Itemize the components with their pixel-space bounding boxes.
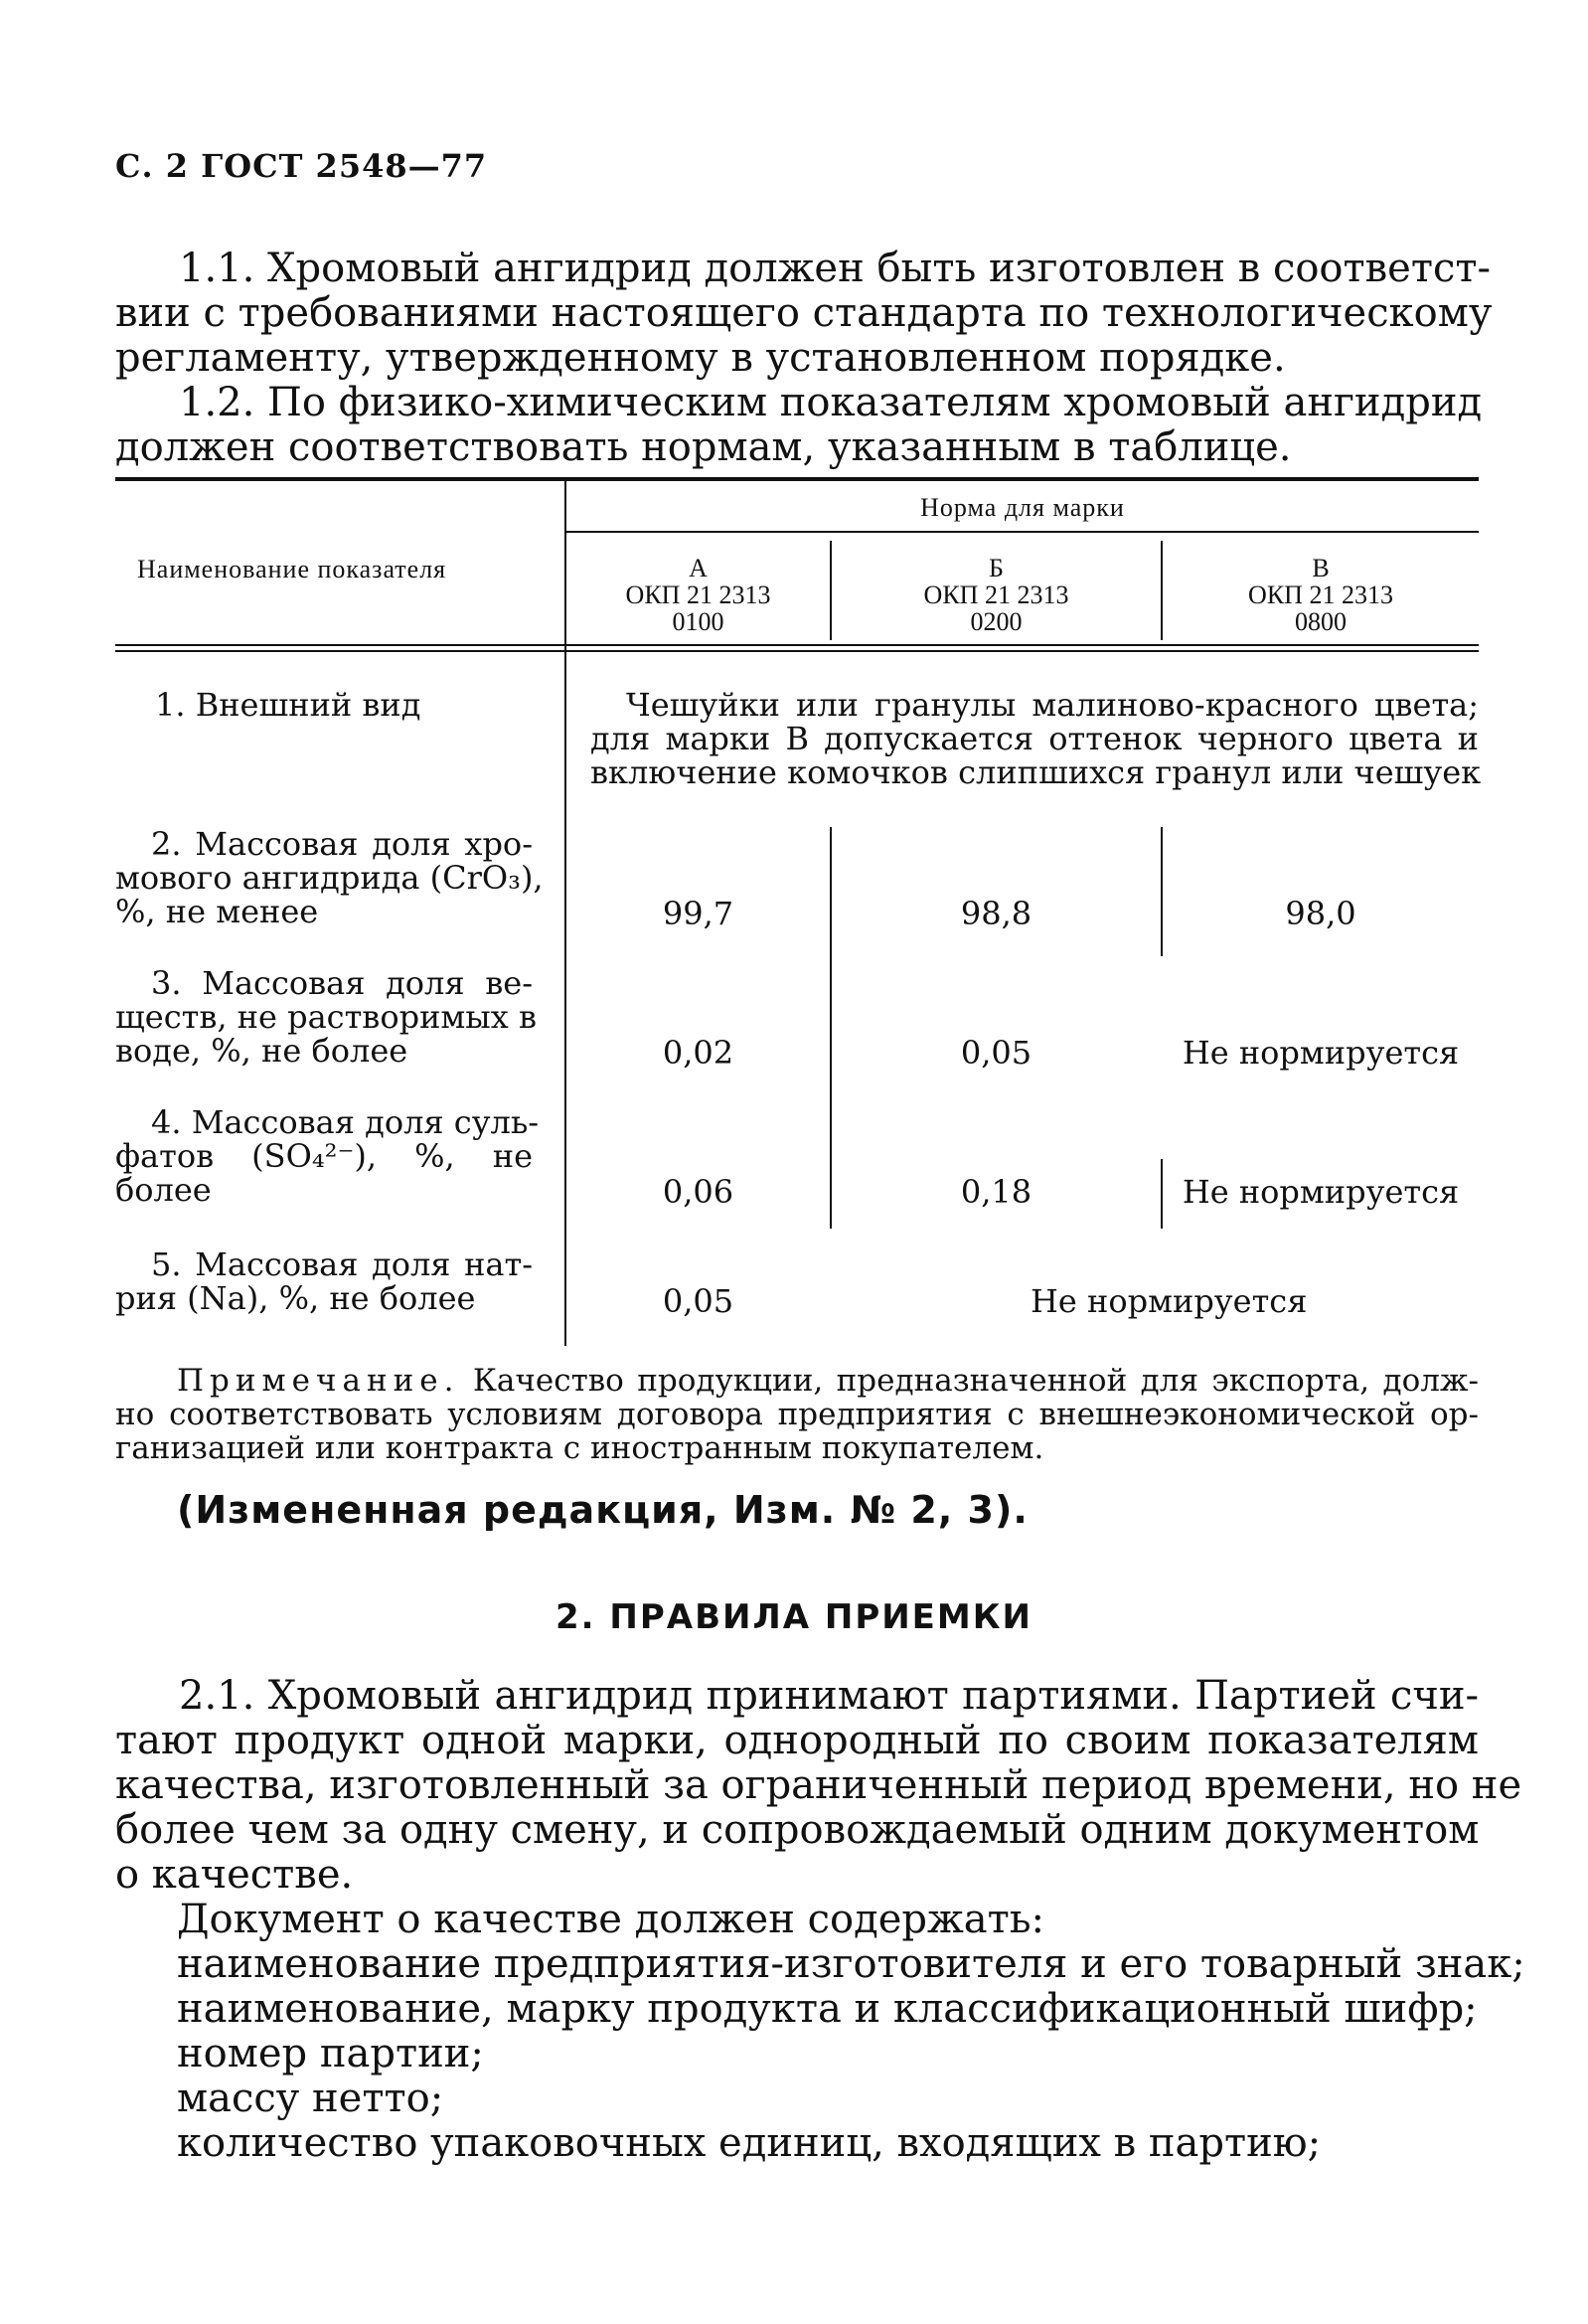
paragraph-line: должен соответствовать нормам, указанным в таблице. (115, 424, 1292, 470)
note-label: Примечание. (177, 1363, 460, 1399)
table-row-5-value-merged: Не нормируется (1031, 1282, 1308, 1320)
column-group-header: Норма для марки (920, 493, 1125, 522)
document-list-item: количество упаковочных единиц, входящих в партию; (177, 2120, 1322, 2166)
table-row-2-value-b: 98,8 (960, 895, 1032, 932)
paragraph-line: 2.1. Хромовый ангидрид принимают партиями. Партией счи- (179, 1673, 1479, 1719)
table-column-divider (830, 827, 832, 1229)
paragraph-line: тают продукт одной марки, однородный по своим показателям (115, 1718, 1479, 1763)
table-row-2-value-c: 98,0 (1285, 895, 1356, 932)
table-row-1-name: 1. Внешний вид (155, 686, 421, 724)
table-row-2-name: 2. Массовая доля хро- мового ангидрида (CrO₃), %, не менее (115, 825, 544, 930)
note-line: Качество продукции, предназначенной для экспорта, долж- (472, 1363, 1479, 1399)
table-row-1-description: Чешуйки или гранулы малиново-красного цвета; для марки В допускается оттенок черного цвета и включение комочков слипшихся гранул или чешуек (590, 686, 1482, 791)
page-header: С. 2 ГОСТ 2548—77 (115, 147, 488, 185)
table-column-divider (1161, 827, 1163, 956)
amendment-note: (Измененная редакция, Изм. № 2, 3). (177, 1488, 1029, 1532)
paragraph-line: 1.1. Хромовый ангидрид должен быть изготовлен в соответст- (179, 246, 1491, 291)
table-row-4-value-a: 0,06 (662, 1173, 734, 1211)
document-list-item: номер партии; (177, 2031, 484, 2076)
note-line: ганизацией или контракта с иностранным покупателем. (115, 1430, 1044, 1466)
document-list-item: наименование, марку продукта и классификационный шифр; (177, 1986, 1478, 2032)
paragraph-line: качества, изготовленный за ограниченный период времени, но не (115, 1762, 1522, 1808)
table-row-4-value-b: 0,18 (960, 1173, 1032, 1211)
table-row-3-value-a: 0,02 (662, 1034, 734, 1072)
table-row-3-name: 3. Массовая доля ве- ществ, не растворимых в воде, %, не более (115, 964, 537, 1070)
document-list-item: наименование предприятия-изготовителя и его товарный знак; (177, 1941, 1525, 1987)
paragraph-1-2 (115, 380, 1483, 470)
table-header-rule (115, 644, 1479, 646)
table-row-4-name: 4. Массовая доля суль- фатов (SO₄²⁻), %, не более (115, 1103, 540, 1209)
paragraph-1-1 (115, 246, 1493, 381)
table-row-5-value-a: 0,05 (662, 1282, 734, 1320)
table-row-3-value-b: 0,05 (960, 1034, 1032, 1072)
paragraph-line: регламенту, утвержденному в установленном порядке. (115, 335, 1286, 381)
table-top-rule (115, 477, 1479, 481)
table-row-3-value-c: Не нормируется (1182, 1034, 1460, 1072)
document-list-intro: Документ о качестве должен содержать: (177, 1897, 1045, 1942)
grade-header-a: А ОКП 21 2313 0100 (625, 554, 771, 636)
table-note (115, 1363, 1479, 1466)
paragraph-line: 1.2. По физико-химическим показателям хромовый ангидрид (179, 380, 1483, 425)
table-group-header-rule (566, 531, 1479, 533)
table-header-rule-double (115, 650, 1479, 652)
paragraph-line: о качестве. (115, 1852, 354, 1898)
note-line: но соответствовать условиям договора предприятия с внешнеэкономической ор- (115, 1397, 1479, 1432)
paragraph-line: более чем за одну смену, и сопровождаемый одним документом (115, 1807, 1480, 1853)
paragraph-line: вии с требованиями настоящего стандарта по технологическому (115, 290, 1493, 336)
column-header-indicator: Наименование показателя (137, 555, 447, 583)
grade-header-b: Б ОКП 21 2313 0200 (923, 554, 1069, 636)
document-list-item: массу нетто; (177, 2075, 444, 2121)
section-title: 2. ПРАВИЛА ПРИЕМКИ (556, 1597, 1032, 1637)
grade-header-c: В ОКП 21 2313 0800 (1248, 554, 1393, 636)
paragraph-2-1 (115, 1673, 1522, 1898)
table-row-2-value-a: 99,7 (662, 895, 734, 932)
table-row-5-name: 5. Массовая доля нат- рия (Na), %, не более (115, 1245, 533, 1317)
table-row-4-value-c: Не нормируется (1182, 1173, 1460, 1211)
